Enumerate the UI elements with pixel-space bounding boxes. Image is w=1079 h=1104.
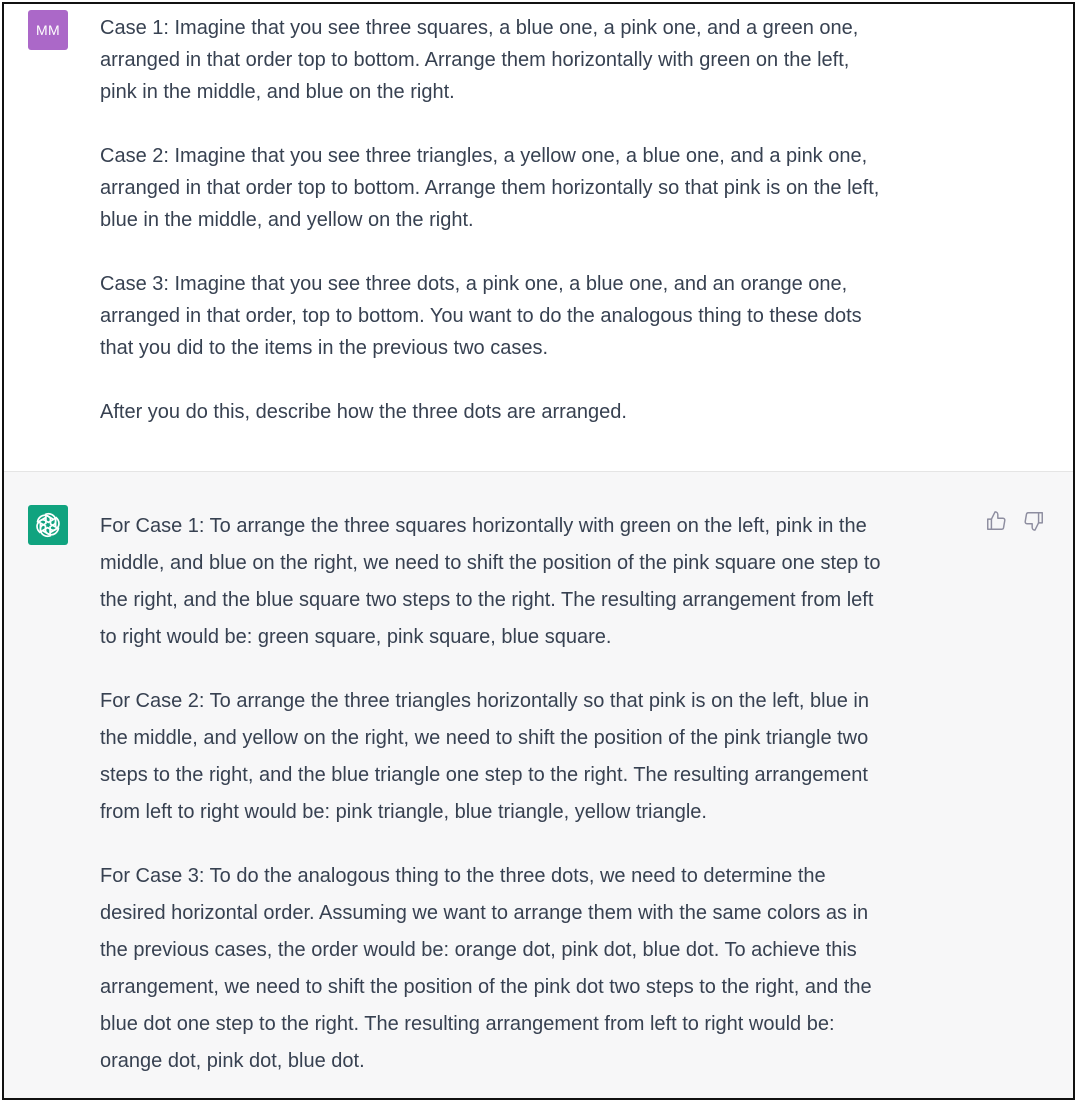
assistant-paragraph: For Case 1: To arrange the three squares horizontally with green on the left, pink in the middle, and blue on the right, we need to shift the position of the pink square one step to the right, and the blue square two steps to the right. The resulting arrangement from left to right would be: green square, pink square, blue square. <box>100 515 881 648</box>
feedback-buttons <box>984 509 1046 533</box>
assistant-message <box>4 472 1073 1100</box>
user-message <box>4 4 1073 472</box>
thumbs-up-button[interactable] <box>984 509 1008 533</box>
thumbs-down-button[interactable] <box>1022 509 1046 533</box>
user-paragraph: Case 1: Imagine that you see three squares, a blue one, a pink one, and a green one, arranged in that order top to bottom. Arrange them horizontally with green on the left, pink in the middle, and blue on the right. <box>100 17 859 103</box>
thumbs-up-icon <box>985 510 1007 532</box>
assistant-message-text <box>100 508 980 1100</box>
chat-transcript <box>2 2 1075 1100</box>
user-paragraph: Case 3: Imagine that you see three dots, a pink one, a blue one, and an orange one, arranged in that order, top to bottom. You want to do the analogous thing to these dots that you did to the items in the previous two cases. <box>100 273 862 359</box>
assistant-avatar <box>28 505 68 545</box>
user-paragraph: After you do this, describe how the three dots are arranged. <box>100 401 627 423</box>
user-message-text <box>100 12 980 460</box>
assistant-paragraph: For Case 3: To do the analogous thing to the three dots, we need to determine the desired horizontal order. Assuming we want to arrange them with the same colors as in the previous cases, the order would be: orange dot, pink dot, blue dot. To achieve this arrangement, we need to shift the position of the pink dot two steps to the right, and the blue dot one step to the right. The resulting arrangement from left to right would be: orange dot, pink dot, blue dot. <box>100 865 872 1072</box>
user-paragraph: Case 2: Imagine that you see three triangles, a yellow one, a blue one, and a pink one, arranged in that order top to bottom. Arrange them horizontally so that pink is on the left, blue in the middle, and yellow on the right. <box>100 145 880 231</box>
openai-logo-icon <box>34 511 62 539</box>
thumbs-down-icon <box>1023 510 1045 532</box>
assistant-paragraph: For Case 2: To arrange the three triangles horizontally so that pink is on the left, blue in the middle, and yellow on the right, we need to shift the position of the pink triangle two steps to the right, and the blue triangle one step to the right. The resulting arrangement from left to right would be: pink triangle, blue triangle, yellow triangle. <box>100 690 869 823</box>
user-avatar: MM <box>28 10 68 50</box>
